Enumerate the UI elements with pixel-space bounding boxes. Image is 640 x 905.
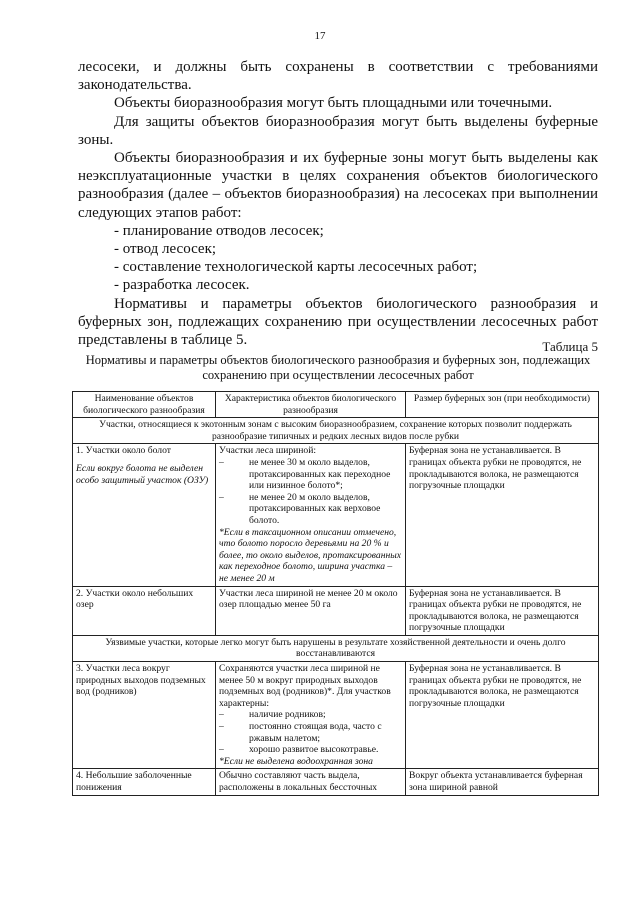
list-item: - отвод лесосек; <box>114 241 217 258</box>
row1-char-note: *Если в таксационном описании отмечено, что болото поросло деревьями на 20 % и более, то около выделов, протаксированных как переходное болото, ширина участка – не менее 20 м <box>219 526 401 584</box>
table-row <box>73 769 599 795</box>
row1-char-item: – не менее 20 м около выделов, протаксированных как верховое болото. <box>219 491 381 526</box>
dash-marker: – <box>219 709 224 721</box>
cell-buffer: Буферная зона не устанавливается. В границах объекта рубки не проводятся, не прокладываются волока, не размещаются погрузочные площадки <box>406 586 599 635</box>
header-buffer-size: Размер буферных зон (при необходимости) <box>406 392 599 418</box>
cell-characteristic <box>216 444 406 586</box>
dash-marker: – <box>219 456 224 468</box>
section-ecotone: Участки, относящиеся к экотонным зонам с высоким биоразнообразием, сохранение которых позволит поддержать разнообразие типичных и редких лесных видов после рубки <box>73 418 599 444</box>
table-row <box>73 662 599 769</box>
table-header-row <box>73 392 599 418</box>
header-object-characteristic: Характеристика объектов биологического разнообразия <box>216 392 406 418</box>
dash-marker: – <box>219 491 224 503</box>
row3-char-note: *Если не выделена водоохранная зона <box>219 755 373 767</box>
row1-name-note: Если вокруг болота не выделен особо защитный участок (ОЗУ) <box>76 462 209 486</box>
cell-name: 3. Участки леса вокруг природных выходов подземных вод (родников) <box>73 662 216 769</box>
cell-name: 4. Небольшие заболоченные понижения <box>73 769 216 795</box>
table-row <box>73 444 599 586</box>
cell-name <box>73 444 216 586</box>
cell-buffer: Буферная зона не устанавливается. В границах объекта рубки не проводятся, не прокладываются волока, не размещаются погрузочные площадки <box>406 662 599 769</box>
cell-name: 2. Участки около небольших озер <box>73 586 216 635</box>
section-row <box>73 635 599 661</box>
dash-marker: – <box>219 721 224 733</box>
paragraph-table-reference: Нормативы и параметры объектов биологического разнообразия и буферных зон, подлежащих сохранению при осуществлении лесосечных работ представлены в таблице 5. <box>78 295 598 349</box>
cell-characteristic: Участки леса шириной не менее 20 м около озер площадью менее 50 га <box>216 586 406 635</box>
row1-char-intro: Участки леса шириной: <box>219 445 317 457</box>
row3-char-item: – наличие родников; <box>219 709 326 721</box>
section-row <box>73 418 599 444</box>
paragraph-non-exploitation: Объекты биоразнообразия и их буферные зоны могут быть выделены как неэксплуатационные участки в целях сохранения объектов биологического разнообразия (далее – объектов биоразнообразия) на лесосеках при выполнении следующих этапов работ: <box>78 150 598 221</box>
row3-char-item: – постоянно стоящая вода, часто с ржавым налетом; <box>219 721 382 744</box>
cell-characteristic: Обычно составляют часть выдела, расположены в локальных бессточных <box>216 769 406 795</box>
cell-buffer: Вокруг объекта устанавливается буферная зона шириной равной <box>406 769 599 795</box>
paragraph-object-types: Объекты биоразнообразия могут быть площадными или точечными. <box>114 95 553 112</box>
list-item: - планирование отводов лесосек; <box>114 222 324 239</box>
page-number: 17 <box>314 30 326 42</box>
row1-char-item: – не менее 30 м около выделов, протаксированных как переходное или низинное болото*; <box>219 456 391 492</box>
list-item: - составление технологической карты лесосечных работ; <box>114 259 478 276</box>
row3-char-item: – хорошо развитое высокотравье. <box>219 744 379 756</box>
section-vulnerable: Уязвимые участки, которые легко могут быть нарушены в результате хозяйственной деятельности и очень долго восстанавливаются <box>73 635 599 661</box>
table-title: Нормативы и параметры объектов биологического разнообразия и буферных зон, подлежащих сохранению при осуществлении лесосечных работ <box>85 353 591 382</box>
row3-char-intro: Сохраняются участки леса шириной не менее 50 м вокруг природных выходов подземных вод (родников)*. Для участков характерны: <box>219 663 391 709</box>
dash-marker: – <box>219 744 224 756</box>
row1-name: 1. Участки около болот <box>76 445 171 457</box>
paragraph-continuation: лесосеки, и должны быть сохранены в соответствии с требованиями законодательства. <box>78 59 598 94</box>
list-item: - разработка лесосек. <box>114 277 250 294</box>
header-object-name: Наименование объектов биологического разнообразия <box>73 392 216 418</box>
cell-buffer: Буферная зона не устанавливается. В границах объекта рубки не проводятся, не прокладываются волока, не размещаются погрузочные площадки <box>406 444 599 586</box>
table-label: Таблица 5 <box>542 339 598 354</box>
table-row <box>73 586 599 635</box>
paragraph-buffer-zones: Для защиты объектов биоразнообразия могут быть выделены буферные зоны. <box>78 113 598 148</box>
norms-table <box>72 391 599 796</box>
cell-characteristic <box>216 662 406 769</box>
body-text <box>78 58 598 349</box>
